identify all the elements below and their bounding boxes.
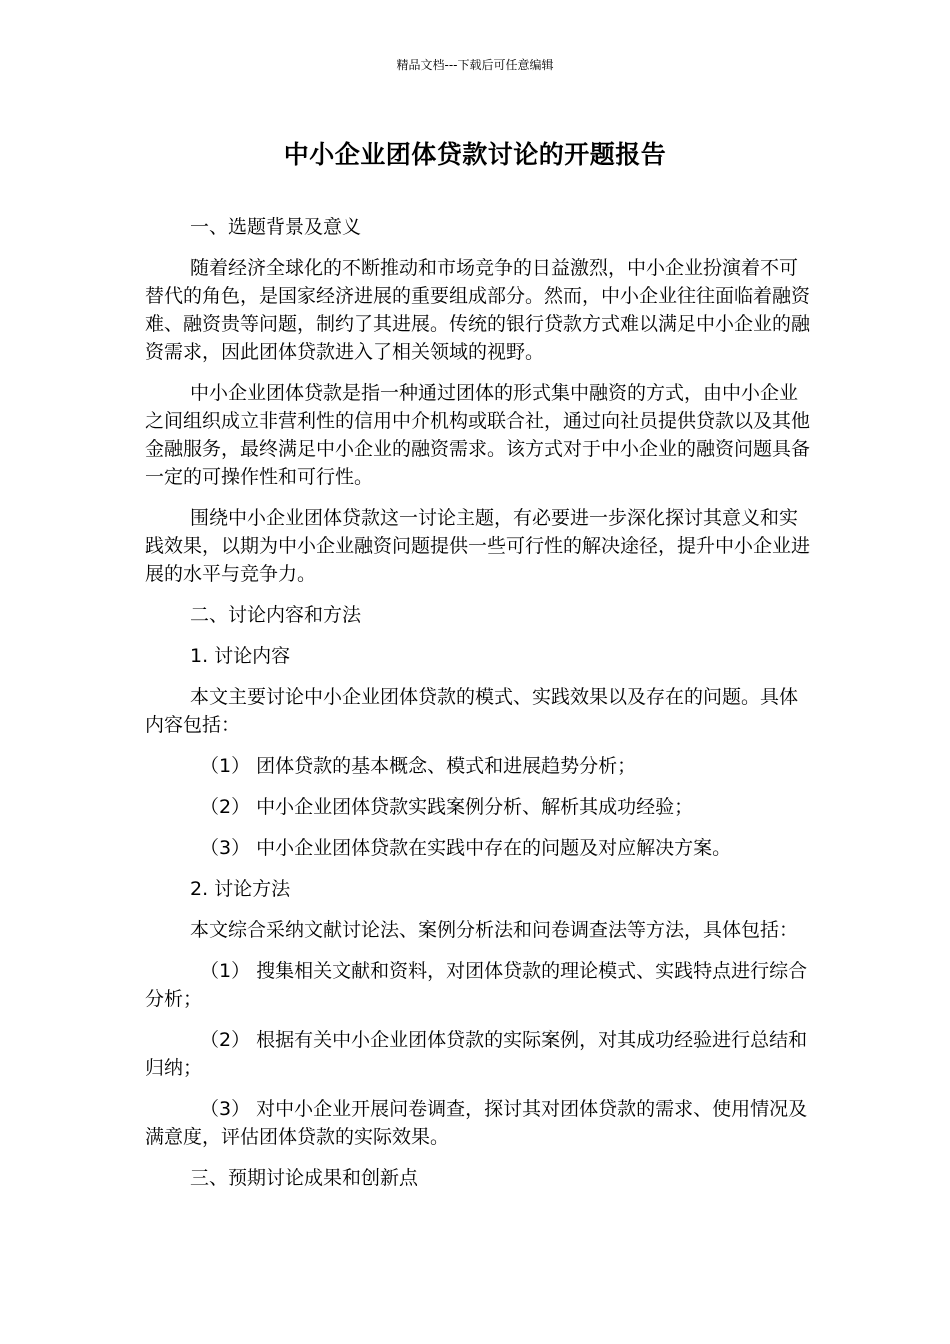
page-header-note: 精品文档---下载后可任意编辑: [396, 58, 554, 72]
subheading-method: 2. 讨论方法: [190, 878, 291, 900]
paragraph-background-2: 中小企业团体贷款是指一种通过团体的形式集中融资的方式，由中小企业之间组织成立非营利性的信用中介机构或联合社，通过向社员提供贷款以及其他金融服务，最终满足中小企业的融资需求。该方式对于中小企业的融资问题具备一定的可操作性和可行性。: [145, 382, 811, 488]
section-heading-3: 三、预期讨论成果和创新点: [190, 1167, 419, 1189]
document-title: 中小企业团体贷款讨论的开题报告: [283, 140, 667, 169]
section-heading-2: 二、讨论内容和方法: [190, 604, 362, 626]
content-list-item: （3） 中小企业团体贷款在实践中存在的问题及对应解决方案。: [200, 837, 732, 859]
paragraph-background-1: 随着经济全球化的不断推动和市场竞争的日益激烈，中小企业扮演着不可替代的角色，是国家经济进展的重要组成部分。然而，中小企业往往面临着融资难、融资贵等问题，制约了其进展。传统的银行贷款方式难以满足中小企业的融资需求，因此团体贷款进入了相关领域的视野。: [145, 257, 811, 363]
paragraph-content-intro: 本文主要讨论中小企业团体贷款的模式、实践效果以及存在的问题。具体内容包括：: [145, 686, 799, 736]
subheading-content: 1. 讨论内容: [190, 645, 291, 667]
paragraph-method-intro: 本文综合采纳文献讨论法、案例分析法和问卷调查法等方法，具体包括：: [190, 919, 799, 941]
content-list-item: （1） 团体贷款的基本概念、模式和进展趋势分析；: [200, 755, 637, 777]
method-list-item: （2） 根据有关中小企业团体贷款的实际案例，对其成功经验进行总结和归纳；: [145, 1029, 808, 1079]
paragraph-background-3: 围绕中小企业团体贷款这一讨论主题，有必要进一步深化探讨其意义和实践效果，以期为中小企业融资问题提供一些可行性的解决途径，提升中小企业进展的水平与竞争力。: [145, 507, 811, 585]
document-body: [145, 213, 810, 1205]
content-list-item: （2） 中小企业团体贷款实践案例分析、解析其成功经验；: [200, 796, 694, 818]
method-list-item: （3） 对中小企业开展问卷调查，探讨其对团体贷款的需求、使用情况及满意度，评估团体贷款的实际效果。: [145, 1098, 808, 1148]
section-heading-1: 一、选题背景及意义: [190, 216, 362, 238]
method-list-item: （1） 搜集相关文献和资料，对团体贷款的理论模式、实践特点进行综合分析；: [145, 960, 808, 1010]
